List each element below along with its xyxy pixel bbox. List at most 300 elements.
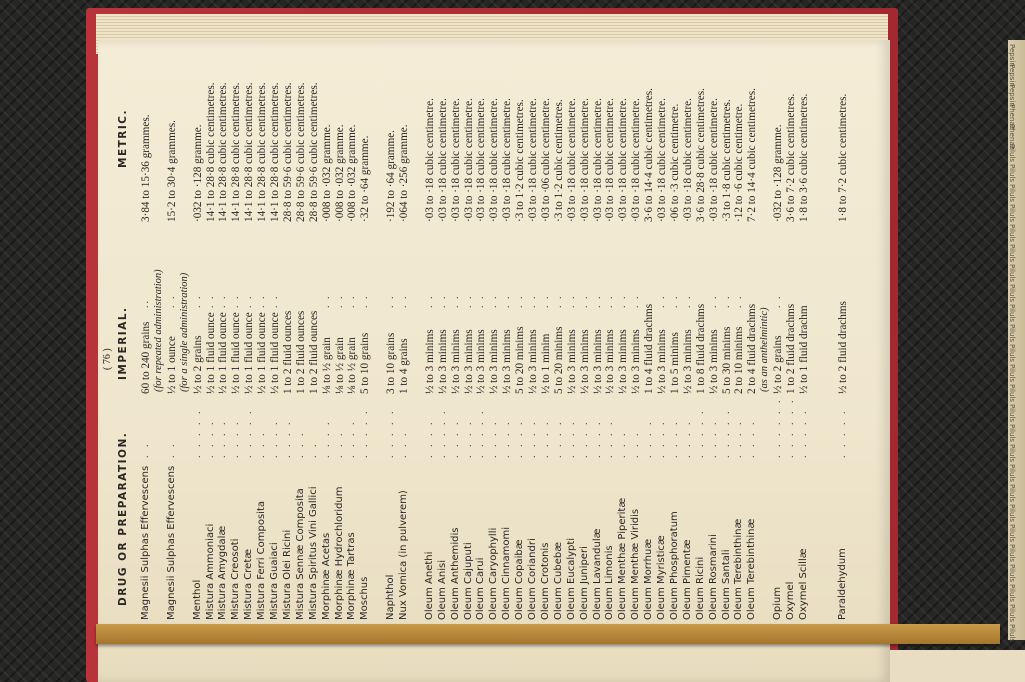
edge-label: Pepsin (1008, 44, 1016, 67)
table-row (592, 40, 604, 620)
table-row (579, 40, 591, 620)
table-row (837, 40, 849, 620)
table-row (282, 40, 294, 620)
drug-name: Oleum Juniperi (578, 546, 590, 620)
table-row (708, 40, 720, 620)
metric-dose: 7·2 to 14·4 cubic centimetres. (746, 88, 759, 222)
leader-dots: . . (359, 294, 371, 308)
drug-name: Oleum Anethi (423, 551, 435, 620)
leader-dots: . . (578, 294, 590, 308)
edge-label: Piluls (1008, 144, 1016, 162)
table-row (192, 40, 204, 620)
metric-dose: ·03 to ·18 cubic centimetre. (423, 98, 436, 222)
leader-dots: . . (539, 294, 551, 308)
leader-dots: . . (668, 294, 680, 308)
metric-dose: ·03 to ·06 cubic centimetre. (539, 98, 552, 222)
imperial-dose: 1 to 8 fluid drachms (694, 303, 707, 394)
leader-dots: . . . . (656, 419, 667, 458)
metric-dose: ·008 to ·032 gramme. (346, 124, 359, 222)
edge-label: Piluls (1008, 344, 1016, 362)
table-row (385, 40, 397, 620)
leader-dots: . . . (398, 430, 409, 458)
metric-dose: ·03 to ·18 cubic centimetre. (488, 98, 501, 222)
leader-dots: . . . . . (385, 408, 397, 458)
imperial-dose: ½ to 1 fluid ounce (204, 312, 217, 394)
imperial-dose: ½ to 2 grains (772, 335, 785, 394)
drug-name: Morphinæ Hydrochloridum (333, 486, 345, 620)
table-row (617, 40, 629, 620)
leader-dots: . . . (256, 430, 268, 458)
metric-dose: 28·8 to 59·6 cubic centimetres. (294, 82, 307, 222)
edge-label: Piluls (1008, 244, 1016, 262)
imperial-dose: ½ to 3 minims (578, 329, 591, 394)
drug-name: Naphthol (385, 574, 397, 620)
edge-label: Piluls (1008, 264, 1016, 282)
drug-name: Paraldehydum (836, 548, 848, 620)
drug-name: Oleum Cajuputi (462, 542, 474, 620)
edge-label: Piluls (1008, 604, 1016, 622)
leader-dots: . . . . (733, 419, 745, 458)
imperial-dose: ½ to 3 minims (527, 329, 539, 394)
imperial-dose: ½ to 3 minims (656, 329, 668, 394)
metric-dose: 15·2 to 30·4 grammes. (165, 120, 178, 222)
leader-dots: . . (604, 294, 616, 308)
drug-name: Oleum Terebinthinæ (746, 518, 758, 620)
imperial-dose: 3 to 10 grains (385, 332, 398, 394)
imperial-dose: ½ to 3 minims (501, 329, 514, 394)
imperial-dose: ½ to 1 fluid ounce (243, 312, 256, 394)
imperial-dose: 1 to 4 grains (398, 338, 410, 394)
metric-dose: 3·6 to 14·4 cubic centimetres. (643, 88, 656, 222)
imperial-dose: ½ to 1 fluid ounce (230, 312, 243, 394)
leader-dots: . . (436, 294, 448, 308)
metric-dose: ·03 to ·18 cubic centimetre. (707, 98, 720, 222)
table-row (540, 40, 552, 620)
table-row (630, 40, 642, 620)
metric-dose: ·008 to ·032 gramme. (320, 124, 333, 222)
table-row (527, 40, 539, 620)
edge-label: Piluls (1008, 444, 1016, 462)
imperial-dose: ½ to 3 minims (630, 329, 643, 394)
imperial-dose: 1 to 4 fluid drachms (643, 303, 656, 394)
imperial-dose: ½ to 3 minims (681, 329, 694, 394)
table-row (785, 40, 797, 620)
leader-dots: . . . . (514, 419, 526, 458)
metric-dose: 14·1 to 28·8 cubic centimetres. (217, 82, 230, 222)
leader-dots: . . (191, 294, 203, 308)
leader-dots: . . . (630, 430, 642, 458)
metric-dose: ·032 to ·128 gramme. (772, 124, 785, 222)
drug-name: Oleum Phosphoratum (668, 511, 680, 620)
imperial-dose: ½ to 3 minims (449, 329, 462, 394)
drug-name: Oleum Terebinthinæ (733, 518, 745, 620)
leader-dots: . . . . (423, 419, 435, 458)
table-row (411, 40, 423, 620)
edge-label: Piluls (1008, 584, 1016, 602)
table-row (721, 40, 733, 620)
table-row (824, 40, 836, 620)
dose-note: (as an anthelmintic) (759, 307, 771, 392)
imperial-dose: ½ to 3 minims (617, 329, 630, 394)
table-row (488, 40, 500, 620)
table-row (372, 40, 384, 620)
imperial-dose: ½ to 3 minims (488, 329, 501, 394)
edge-label: Piluls (1008, 464, 1016, 482)
leader-dots: . . (243, 294, 255, 308)
metric-dose: ·3 to 1·2 cubic centimetres. (514, 99, 527, 222)
imperial-dose: ½ to 3 minims (475, 329, 488, 394)
imperial-dose: ⅛ to ½ grain (346, 337, 359, 394)
drug-name: Oleum Coriandri (527, 538, 538, 620)
edge-label: Piluls (1008, 424, 1016, 442)
leader-dots: . . . . (230, 419, 242, 458)
edge-label: Piluls (1008, 484, 1016, 502)
imperial-dose: 5 to 30 minims (720, 326, 733, 394)
metric-dose: ·03 to ·18 cubic centimetre. (681, 98, 694, 222)
table-row (501, 40, 513, 620)
drug-name: Mistura Olei Ricini (281, 529, 293, 620)
leader-dots: . . (475, 294, 487, 308)
drug-name: Oleum Anthemidis (449, 527, 461, 620)
imperial-dose: 2 to 4 fluid drachms (746, 303, 759, 394)
table-row (604, 40, 616, 620)
drug-name: Oleum Santali (720, 549, 732, 620)
table-row (217, 40, 229, 620)
table-row (553, 40, 565, 620)
leader-dots: . . . . (565, 419, 577, 458)
metric-dose: ·12 to ·6 cubic centimetre. (733, 103, 746, 222)
drug-name: Oleum Eucalypti (565, 537, 577, 620)
table-row (230, 40, 242, 620)
imperial-dose: 5 to 20 minims (552, 326, 565, 394)
metric-dose: ·03 to ·18 cubic centimetre. (591, 98, 604, 222)
imperial-dose: ½ to 3 minims (423, 329, 436, 394)
metric-dose: 14·1 to 28·8 cubic centimetres. (256, 82, 269, 222)
metric-dose: ·03 to ·18 cubic centimetre. (656, 98, 668, 222)
leader-dots: . . . . . (836, 408, 848, 458)
leader-dots: . . . . . (720, 408, 732, 458)
drug-name: Oleum Myristicæ (656, 535, 667, 620)
leader-dots: . . . . (552, 419, 564, 458)
imperial-dose: ½ to 3 minims (707, 329, 720, 394)
leader-dots: . . . . (449, 419, 461, 458)
leader-dots: . . (488, 294, 500, 308)
table-row (695, 40, 707, 620)
table-row (772, 40, 784, 620)
edge-label: Phenaz (1008, 104, 1016, 130)
bookmark-ribbon (96, 624, 1000, 644)
metric-dose: ·3 to 1·8 cubic centimetres. (720, 99, 733, 222)
drug-name: Oxymel Scillæ (797, 548, 809, 620)
imperial-dose: 1 to 5 minims (668, 332, 681, 394)
imperial-dose: 1 to 2 fluid ounces (281, 310, 294, 394)
drug-name: Nux Vomica (in pulverem) (398, 490, 409, 620)
metric-dose: ·03 to ·18 cubic centimetre. (462, 98, 475, 222)
table-row (566, 40, 578, 620)
leader-dots: . . . . (204, 419, 216, 458)
table-row (205, 40, 217, 620)
leader-dots: . . (591, 294, 603, 308)
edge-label: Piluls (1008, 284, 1016, 302)
metric-dose: 28·8 to 59·6 cubic centimetres. (307, 82, 320, 222)
table-row (475, 40, 487, 620)
edge-label: Piluls (1008, 524, 1016, 542)
table-row (514, 40, 526, 620)
imperial-dose: ½ to 1 fluid ounce (217, 312, 230, 394)
table-row (243, 40, 255, 620)
dosage-table (102, 40, 870, 620)
table-row (346, 40, 358, 620)
edge-label: Piluls (1008, 204, 1016, 222)
leader-dots: . . . (333, 430, 345, 458)
leader-dots: . . . . . (475, 408, 487, 458)
leader-dots: . . (501, 294, 513, 308)
leader-dots: . . . . (281, 419, 293, 458)
drug-name: Magnesii Sulphas Effervescens (165, 465, 177, 620)
table-row (746, 40, 758, 620)
table-row (295, 40, 307, 620)
metric-dose: 14·1 to 28·8 cubic centimetres. (269, 82, 281, 222)
metric-dose: ·03 to ·18 cubic centimetre. (436, 98, 449, 222)
leader-dots: . . . . . (436, 408, 448, 458)
leader-dots: . . (681, 294, 693, 308)
leader-dots: . . (307, 441, 319, 458)
drug-name: Oleum Cubebæ (552, 541, 564, 620)
drug-name: Oleum Anisi (436, 559, 448, 620)
drug-name: Oleum Copaibæ (514, 539, 526, 620)
edge-label: Piluls (1008, 544, 1016, 562)
leader-dots: . . . . (707, 419, 719, 458)
drug-name: Oleum Rosmarini (707, 534, 719, 620)
drug-name: Mistura Ammoniaci (204, 523, 216, 620)
imperial-dose: ½ to 3 minims (604, 329, 617, 394)
imperial-dose: 5 to 10 grains (359, 332, 372, 394)
leader-dots: . . . . (488, 419, 500, 458)
table-row (256, 40, 268, 620)
metric-dose: ·03 to ·18 cubic centimetre. (501, 98, 514, 222)
table-row (798, 40, 810, 620)
leader-dots: . . (230, 294, 242, 308)
edge-label: Phenaz (1008, 124, 1016, 150)
metric-dose: ·064 to ·256 gramme. (398, 124, 410, 222)
drug-name: Mistura Cretæ (243, 548, 255, 620)
leader-dots: . . (217, 294, 229, 308)
edge-label: Piluls (1008, 364, 1016, 382)
leader-dots: . . (707, 294, 719, 308)
metric-dose: 3·84 to 15·36 grammes. (140, 114, 152, 222)
table-row (269, 40, 281, 620)
leader-dots: . . . . (346, 419, 358, 458)
edge-label: Piluls (1008, 404, 1016, 422)
leader-dots: .. (140, 299, 151, 308)
metric-dose: 3·6 to 28·8 cubic centimetres. (694, 88, 707, 222)
imperial-dose: 1 to 2 fluid ounces (294, 310, 307, 394)
drug-name: Mistura Creosoti (230, 538, 242, 620)
leader-dots: . . (269, 294, 280, 308)
imperial-dose: ½ to 1 minim (539, 333, 552, 394)
table-row (166, 40, 178, 620)
leader-dots: . . . . . (797, 408, 809, 458)
metric-dose: ·03 to ·18 cubic centimetre. (565, 98, 578, 222)
metric-dose: ·03 to ·18 cubic centimetre. (604, 98, 617, 222)
metric-dose: 3·6 to 7·2 cubic centimetres. (785, 93, 797, 222)
leader-dots: . . . . (681, 419, 693, 458)
column-header-imperial: IMPERIAL. (117, 306, 129, 380)
metric-dose: ·03 to ·18 cubic centimetre. (578, 98, 591, 222)
drug-name: Morphinæ Tartras (346, 532, 358, 620)
imperial-dose: ½ to 1 fluid ounce (256, 312, 269, 394)
drug-name: Oleum Menthæ Piperitæ (617, 497, 629, 620)
drug-name: Oleum Crotonis (539, 542, 551, 620)
imperial-dose: ½ to 1 fluid drachm (797, 305, 810, 394)
leader-dots: . . (398, 294, 409, 308)
edge-label: Piluls (1008, 324, 1016, 342)
table-row (643, 40, 655, 620)
leader-dots: . . (527, 294, 538, 308)
edge-label: Piluls (1008, 184, 1016, 202)
imperial-dose: ½ to 2 fluid drachms (836, 301, 849, 394)
leader-dots: . . (630, 294, 642, 308)
leader-dots: . . (565, 294, 577, 308)
drug-name: Oleum Lavandulæ (591, 528, 603, 620)
imperial-dose: 1 to 2 fluid drachms (785, 303, 797, 394)
edge-label: Pepsin (1008, 64, 1016, 87)
leader-dots: . . (656, 294, 667, 308)
edge-label: Piluls (1008, 624, 1016, 642)
leader-dots: . . (449, 294, 461, 308)
edge-label: Piluls (1008, 504, 1016, 522)
metric-dose: ·03 to ·18 cubic centimetre. (617, 98, 630, 222)
leader-dots: . . . . . (191, 408, 203, 458)
metric-dose: 14·1 to 28·8 cubic centimetres. (243, 82, 256, 222)
drug-name: Oleum Ricini (694, 556, 706, 620)
metric-dose: ·192 to ·64 gramme. (385, 130, 398, 222)
table-row (656, 40, 668, 620)
leader-dots: . . . (617, 430, 629, 458)
drug-name: Oleum Cinnamomi (501, 526, 513, 620)
column-header-metric: METRIC. (117, 109, 129, 168)
drug-name: Mistura Ferri Composita (256, 501, 268, 620)
table-row (733, 40, 745, 620)
drug-name: Mistura Sennæ Composita (294, 488, 306, 620)
metric-dose: 28·8 to 59·6 cubic centimetres. (281, 82, 294, 222)
metric-dose: ·06 to ·3 cubic centimetre. (668, 103, 681, 222)
leader-dots: . . . . (217, 419, 229, 458)
leader-dots: . . . . (604, 419, 616, 458)
metric-dose: ·008 to ·032 gramme. (333, 124, 346, 222)
leader-dots: . . (385, 294, 397, 308)
table-row (398, 40, 410, 620)
leader-dots: . . . . (539, 419, 551, 458)
drug-name: Mistura Guaiaci (269, 542, 280, 620)
leader-dots: . . (165, 294, 177, 308)
dose-note: (for a single administration) (178, 272, 190, 392)
table-row (669, 40, 681, 620)
leader-dots: . . (733, 294, 745, 308)
drug-name: Oleum Pimentæ (681, 539, 693, 620)
leader-dots: . . . . (320, 419, 332, 458)
drug-name: Oleum Carui (475, 557, 487, 620)
drug-name: Mistura Amygdalæ (217, 525, 229, 620)
metric-dose: ·3 to 1·2 cubic centimetres. (552, 99, 565, 222)
table-row (811, 40, 823, 620)
table-row (308, 40, 320, 620)
page-number: ( 76 ) (102, 348, 113, 370)
imperial-dose: 1 to 2 fluid ounces (307, 310, 320, 394)
edge-label: Piluls (1008, 164, 1016, 182)
drug-name: Oxymel (785, 581, 796, 620)
metric-dose: ·03 to ·18 cubic centimetre. (449, 98, 462, 222)
leader-dots: . . . . (501, 419, 513, 458)
leader-dots: . . (346, 294, 358, 308)
metric-dose: ·032 to ·128 gramme. (191, 124, 204, 222)
leader-dots: . . . (294, 430, 306, 458)
drug-name: Oleum Menthæ Viridis (630, 508, 642, 620)
leader-dots: . . . . (578, 419, 590, 458)
metric-dose: ·03 to ·18 cubic centimetre. (475, 98, 488, 222)
leader-dots: . . (552, 294, 564, 308)
metric-dose: ·03 to ·18 cubic centimetre. (527, 98, 539, 222)
leader-dots: . . . . (527, 419, 538, 458)
drug-name: Menthol (191, 579, 203, 620)
next-page-edge (1008, 40, 1025, 640)
edge-label: Piluls (1008, 224, 1016, 242)
column-header-drug: DRUG OR PREPARATION. (117, 431, 129, 606)
next-page-corner (890, 650, 1025, 682)
leader-dots: . . . . . (359, 408, 371, 458)
table-row (424, 40, 436, 620)
table-row (321, 40, 333, 620)
leader-dots: . . . . (462, 419, 474, 458)
metric-dose: 14·1 to 28·8 cubic centimetres. (230, 82, 243, 222)
leader-dots: . . . . . . (772, 397, 784, 458)
table-row (334, 40, 346, 620)
table-row (140, 40, 152, 620)
edge-label: Pepsin (1008, 84, 1016, 107)
imperial-dose: ½ to 1 fluid ounce (269, 312, 281, 394)
imperial-dose: 5 to 20 minims (514, 326, 527, 394)
leader-dots: . . . . (668, 419, 680, 458)
leader-dots: . . (140, 441, 151, 458)
edge-label: Piluls (1008, 564, 1016, 582)
leader-dots: . . . . (643, 419, 655, 458)
leader-dots: . . (204, 294, 216, 308)
leader-dots: . . . . (591, 419, 603, 458)
leader-dots: . . . . . . (785, 397, 796, 458)
leader-dots: . . (514, 294, 526, 308)
leader-dots: . . (423, 294, 435, 308)
leader-dots: . . . . (269, 419, 280, 458)
metric-dose: ·32 to ·64 gramme. (359, 135, 372, 222)
leader-dots: . . (320, 294, 332, 308)
leader-dots: . . (720, 294, 732, 308)
table-row (450, 40, 462, 620)
leader-dots: . . . . . (694, 408, 706, 458)
imperial-dose: ½ to 3 minims (565, 329, 578, 394)
imperial-dose: ½ to 3 minims (436, 329, 449, 394)
dose-note: (for repeated administration) (152, 269, 164, 392)
drug-name: Mistura Spiritus Vini Gallici (307, 486, 319, 620)
imperial-dose: ½ to 2 grains (191, 335, 204, 394)
edge-label: Piluls (1008, 384, 1016, 402)
table-row (463, 40, 475, 620)
imperial-dose: ⅛ to ½ grain (333, 337, 346, 394)
metric-dose: 14·1 to 28·8 cubic centimetres. (204, 82, 217, 222)
metric-dose: 1·8 to 7·2 cubic centimetres. (836, 93, 849, 222)
edge-label: Piluls (1008, 304, 1016, 322)
imperial-dose: 60 to 240 grains (140, 321, 152, 394)
drug-name: Moschus (359, 576, 371, 620)
